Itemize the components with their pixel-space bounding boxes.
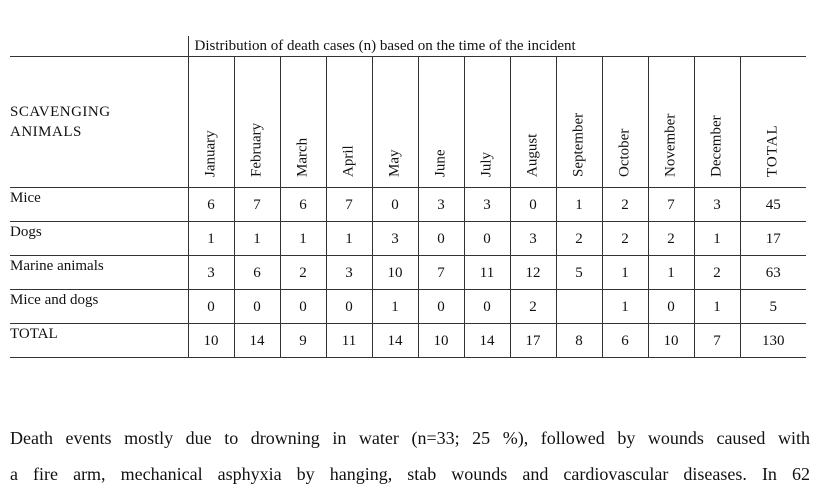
table-cell: 0 (418, 222, 464, 256)
table-cell-total: 63 (740, 256, 806, 290)
table-cell: 7 (326, 188, 372, 222)
column-header-september (556, 57, 602, 188)
paragraph-line: a fire arm, mechanical asphyxia by hanging, stab wounds and cardiovascular diseases. In 62 (10, 464, 810, 484)
table-cell: 0 (188, 290, 234, 324)
table-cell: 3 (510, 222, 556, 256)
column-header-label: April (340, 145, 357, 177)
column-header-june (418, 57, 464, 188)
table-cell (556, 290, 602, 324)
column-header-label: July (478, 151, 495, 177)
table-cell: 11 (326, 324, 372, 358)
column-header-august (510, 57, 556, 188)
table-cell: 3 (326, 256, 372, 290)
table-cell: 2 (510, 290, 556, 324)
table-cell: 0 (372, 188, 418, 222)
table-row-total (10, 324, 806, 358)
column-header-october (602, 57, 648, 188)
table-cell: 1 (648, 256, 694, 290)
table-cell: 2 (648, 222, 694, 256)
table-cell: 10 (188, 324, 234, 358)
column-header-december (694, 57, 740, 188)
table-cell-total: 17 (740, 222, 806, 256)
table-cell: 1 (280, 222, 326, 256)
table-cell: 0 (648, 290, 694, 324)
table-cell: 10 (648, 324, 694, 358)
table-cell: 6 (602, 324, 648, 358)
table-cell: 1 (556, 188, 602, 222)
row-label: Mice and dogs (10, 290, 188, 324)
table-cell: 3 (188, 256, 234, 290)
table-cell: 1 (694, 290, 740, 324)
table-cell: 0 (326, 290, 372, 324)
table-cell: 0 (234, 290, 280, 324)
table-cell: 1 (372, 290, 418, 324)
death-cases-table (10, 36, 806, 358)
table-cell: 1 (694, 222, 740, 256)
column-header-label: February (248, 122, 265, 177)
row-label: Mice (10, 188, 188, 222)
table-cell: 7 (648, 188, 694, 222)
table-cell: 9 (280, 324, 326, 358)
column-header-label: March (294, 137, 311, 177)
row-label-header (10, 57, 188, 188)
table-row (10, 256, 806, 290)
column-header-label: May (386, 149, 403, 177)
table-cell: 14 (464, 324, 510, 358)
header-row (10, 57, 806, 188)
column-header-label: TOTAL (764, 124, 781, 177)
table-cell: 1 (602, 256, 648, 290)
table-cell: 6 (234, 256, 280, 290)
column-header-label: January (202, 130, 219, 177)
table-cell-total: 45 (740, 188, 806, 222)
table-cell: 12 (510, 256, 556, 290)
table-cell: 3 (372, 222, 418, 256)
column-header-march (280, 57, 326, 188)
table-cell-total: 130 (740, 324, 806, 358)
table-cell: 1 (326, 222, 372, 256)
table-cell: 17 (510, 324, 556, 358)
table-cell-total: 5 (740, 290, 806, 324)
table-cell: 0 (510, 188, 556, 222)
table-cell: 8 (556, 324, 602, 358)
table-cell: 0 (464, 290, 510, 324)
column-header-label: November (662, 113, 679, 177)
table-cell: 2 (280, 256, 326, 290)
table-row (10, 290, 806, 324)
column-header-total (740, 57, 806, 188)
column-header-label: December (708, 115, 725, 177)
table-row (10, 188, 806, 222)
table-cell: 1 (234, 222, 280, 256)
column-header-february (234, 57, 280, 188)
table-cell: 2 (556, 222, 602, 256)
table-cell: 11 (464, 256, 510, 290)
row-label: Dogs (10, 222, 188, 256)
row-header-line1: SCAVENGING (10, 104, 111, 120)
table-cell: 2 (602, 188, 648, 222)
column-header-may (372, 57, 418, 188)
column-header-label: August (524, 133, 541, 177)
row-header-line2: ANIMALS (10, 124, 82, 140)
table-cell: 7 (418, 256, 464, 290)
row-label: Marine animals (10, 256, 188, 290)
body-paragraph (10, 420, 810, 492)
table-cell: 0 (464, 222, 510, 256)
table-caption: Distribution of death cases (n) based on the time of the incident (188, 36, 806, 57)
table-cell: 10 (418, 324, 464, 358)
table-cell: 2 (602, 222, 648, 256)
table-cell: 3 (694, 188, 740, 222)
table-cell: 7 (234, 188, 280, 222)
table-cell: 6 (280, 188, 326, 222)
caption-row (10, 36, 806, 57)
table-cell: 10 (372, 256, 418, 290)
table-cell: 1 (602, 290, 648, 324)
table-cell: 3 (464, 188, 510, 222)
column-header-label: June (432, 149, 449, 177)
table-cell: 0 (418, 290, 464, 324)
table-cell: 0 (280, 290, 326, 324)
paragraph-line: Death events mostly due to drowning in water (n=33; 25 %), followed by wounds caused with (10, 428, 810, 448)
table-cell: 2 (694, 256, 740, 290)
row-label: TOTAL (10, 324, 188, 358)
table-cell: 5 (556, 256, 602, 290)
caption-spacer (10, 36, 188, 57)
table-row (10, 222, 806, 256)
table-cell: 14 (234, 324, 280, 358)
column-header-july (464, 57, 510, 188)
column-header-label: September (570, 112, 587, 177)
table-cell: 6 (188, 188, 234, 222)
table-cell: 3 (418, 188, 464, 222)
table-cell: 7 (694, 324, 740, 358)
column-header-april (326, 57, 372, 188)
column-header-november (648, 57, 694, 188)
column-header-label: October (616, 128, 633, 177)
table-cell: 14 (372, 324, 418, 358)
column-header-january (188, 57, 234, 188)
table-cell: 1 (188, 222, 234, 256)
